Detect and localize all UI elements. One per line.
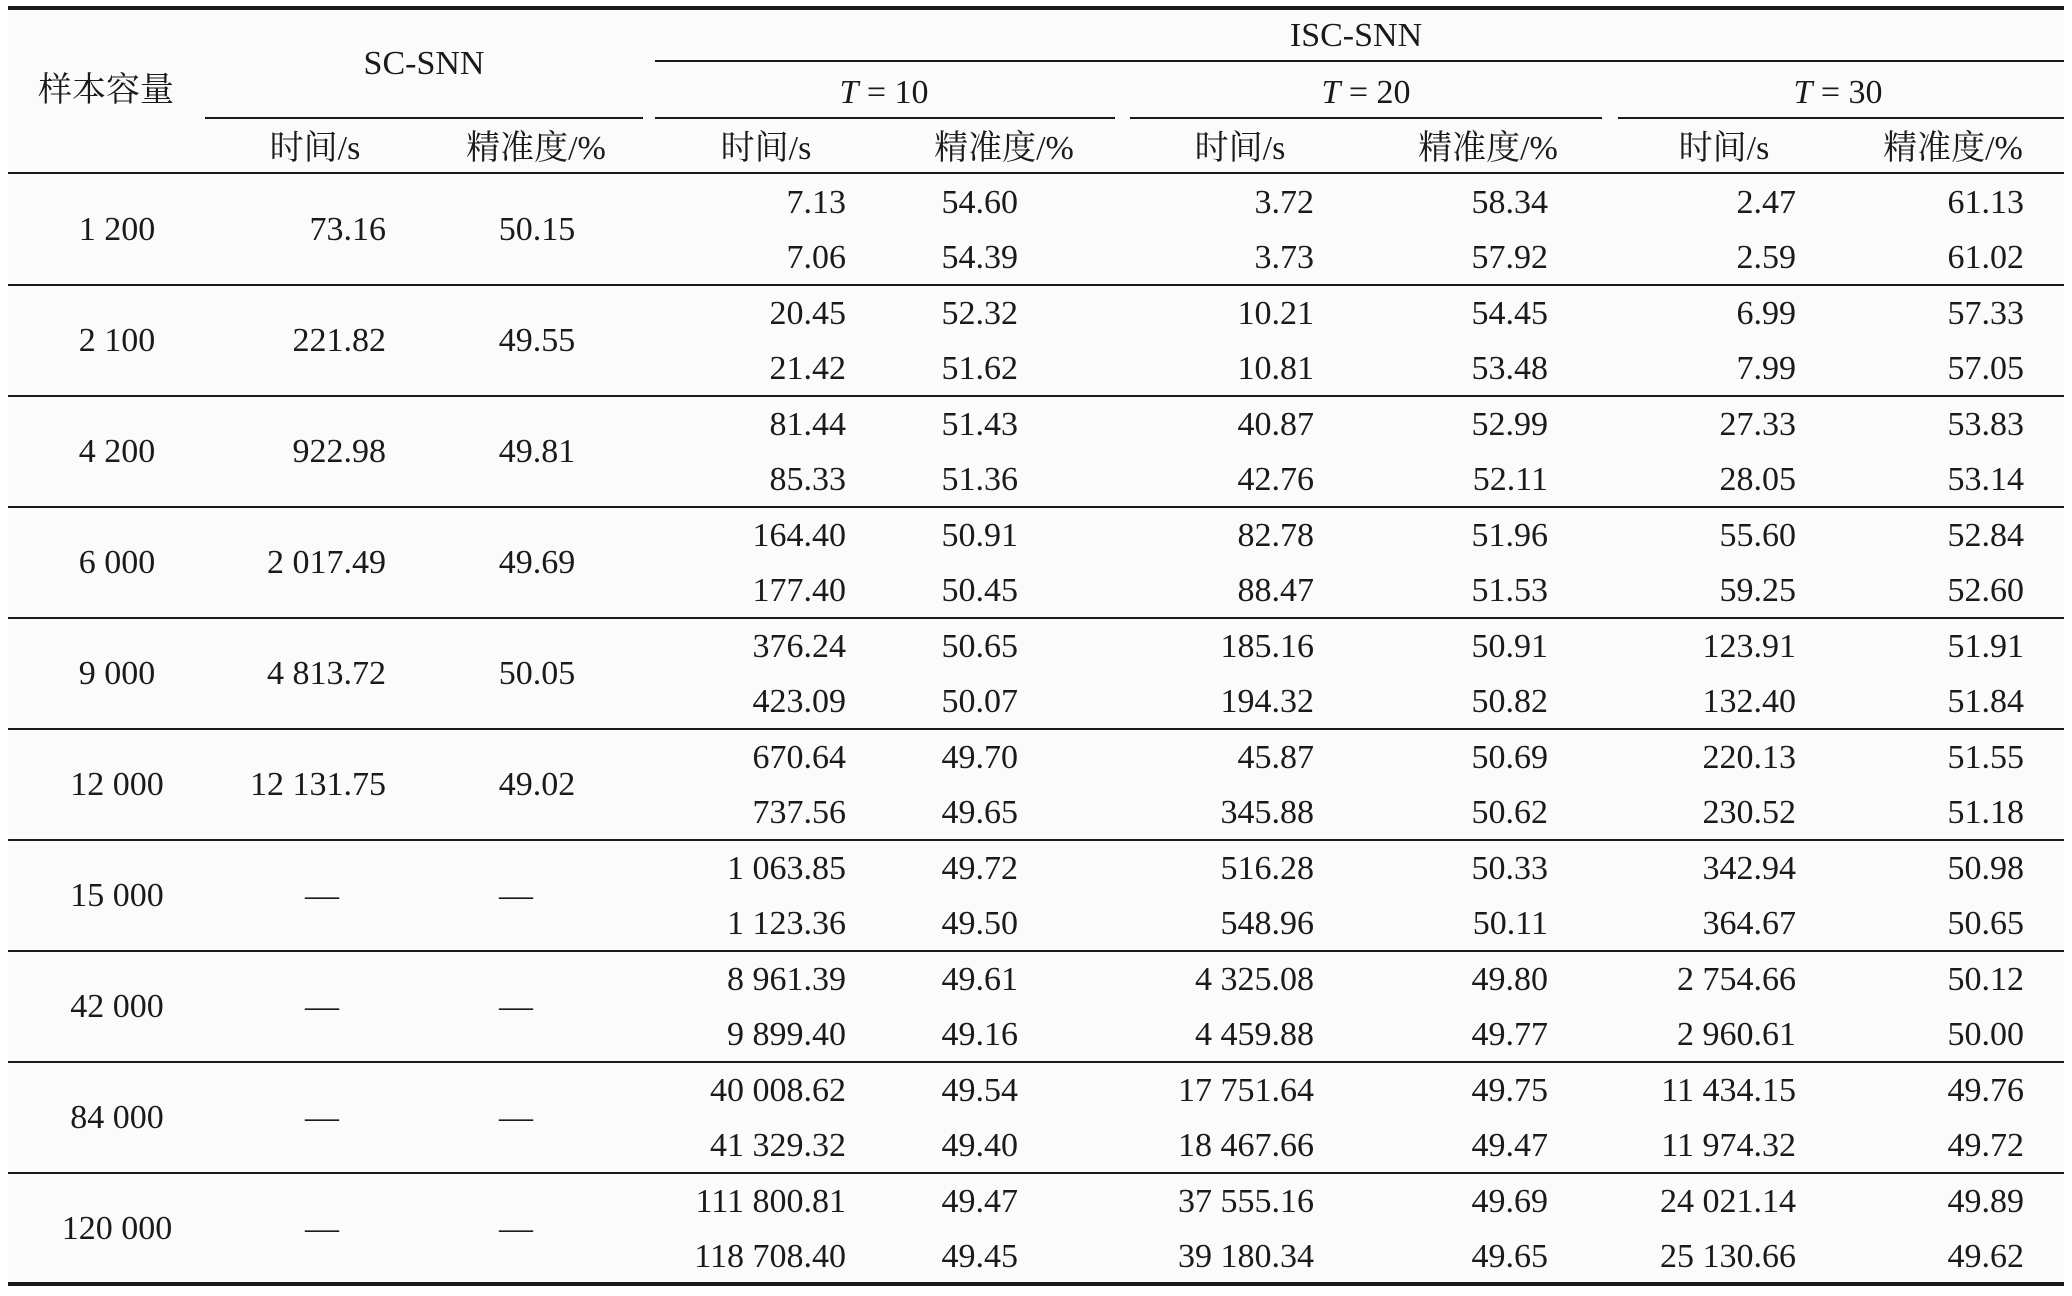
header-t10-time: 时间/s	[720, 130, 812, 167]
t30-accuracy-cell: 61.02	[1947, 239, 2024, 276]
t30-time-cell: 25 130.66	[1660, 1238, 1796, 1275]
header-t10-accuracy: 精准度/%	[934, 130, 1074, 167]
t30-time-cell: 2.47	[1736, 184, 1796, 221]
t30-time-cell: 2 960.61	[1677, 1016, 1796, 1053]
sc-accuracy-cell: 50.05	[498, 654, 576, 692]
row-separator	[8, 728, 2064, 730]
t10-time-cell: 177.40	[752, 572, 846, 609]
sample-size-cell: 12 000	[70, 765, 164, 803]
t30-underline	[1618, 117, 2064, 119]
t30-accuracy-cell: 53.83	[1947, 406, 2024, 443]
t20-time-cell: 37 555.16	[1178, 1183, 1314, 1220]
t20-accuracy-cell: 49.47	[1471, 1127, 1548, 1164]
t20-accuracy-cell: 54.45	[1471, 295, 1548, 332]
t10-accuracy-cell: 51.43	[941, 406, 1018, 443]
t20-time-cell: 345.88	[1220, 794, 1314, 831]
sc-time-cell: 73.16	[309, 210, 386, 248]
t30-accuracy-cell: 51.91	[1947, 628, 2024, 665]
t30-accuracy-cell: 50.00	[1947, 1016, 2024, 1053]
t10-time-cell: 7.06	[786, 239, 846, 276]
t20-underline	[1130, 117, 1602, 119]
row-separator	[8, 617, 2064, 619]
t20-accuracy-cell: 49.69	[1471, 1183, 1548, 1220]
t30-accuracy-cell: 50.98	[1947, 850, 2024, 887]
sc-accuracy-cell: —	[499, 987, 533, 1025]
t20-time-cell: 18 467.66	[1178, 1127, 1314, 1164]
t30-time-cell: 2.59	[1736, 239, 1796, 276]
t10-accuracy-cell: 49.54	[941, 1072, 1018, 1109]
sc-accuracy-cell: 50.15	[498, 210, 576, 248]
header-t10: T = 10	[839, 74, 929, 111]
t10-time-cell: 41 329.32	[710, 1127, 846, 1164]
t10-time-cell: 85.33	[769, 461, 846, 498]
t10-accuracy-cell: 49.40	[941, 1127, 1018, 1164]
t20-accuracy-cell: 50.33	[1471, 850, 1548, 887]
t20-time-cell: 185.16	[1220, 628, 1314, 665]
t10-underline	[655, 117, 1115, 119]
t20-time-cell: 10.81	[1237, 350, 1314, 387]
t30-accuracy-cell: 49.62	[1947, 1238, 2024, 1275]
t20-time-cell: 40.87	[1237, 406, 1314, 443]
t30-time-cell: 7.99	[1736, 350, 1796, 387]
header-sc-accuracy: 精准度/%	[466, 130, 606, 167]
t30-time-cell: 11 434.15	[1661, 1072, 1796, 1109]
header-t20-accuracy: 精准度/%	[1418, 130, 1558, 167]
t30-accuracy-cell: 53.14	[1947, 461, 2024, 498]
t20-accuracy-cell: 50.11	[1472, 905, 1548, 942]
t10-time-cell: 8 961.39	[727, 961, 846, 998]
t10-time-cell: 1 123.36	[727, 905, 846, 942]
sc-time-cell: —	[305, 1209, 339, 1247]
bottom-rule	[8, 1282, 2064, 1286]
header-isc-snn: ISC-SNN	[1289, 17, 1423, 54]
sample-size-cell: 1 200	[78, 210, 156, 248]
t30-time-cell: 220.13	[1702, 739, 1796, 776]
t20-accuracy-cell: 52.99	[1471, 406, 1548, 443]
t10-accuracy-cell: 50.45	[941, 572, 1018, 609]
header-t20: T = 20	[1321, 74, 1411, 111]
t10-time-cell: 1 063.85	[727, 850, 846, 887]
t10-accuracy-cell: 54.60	[941, 184, 1018, 221]
t20-time-cell: 82.78	[1237, 517, 1314, 554]
t30-accuracy-cell: 51.55	[1947, 739, 2024, 776]
t20-accuracy-cell: 57.92	[1471, 239, 1548, 276]
sample-size-cell: 15 000	[70, 876, 164, 914]
t30-accuracy-cell: 57.05	[1947, 350, 2024, 387]
t10-time-cell: 670.64	[752, 739, 846, 776]
t20-accuracy-cell: 50.62	[1471, 794, 1548, 831]
sample-size-cell: 84 000	[70, 1098, 164, 1136]
t20-time-cell: 548.96	[1220, 905, 1314, 942]
header-sc-snn: SC-SNN	[363, 45, 485, 82]
t30-time-cell: 230.52	[1702, 794, 1796, 831]
t30-accuracy-cell: 49.72	[1947, 1127, 2024, 1164]
t30-accuracy-cell: 61.13	[1947, 184, 2024, 221]
t30-time-cell: 6.99	[1736, 295, 1796, 332]
t20-time-cell: 10.21	[1237, 295, 1314, 332]
sc-accuracy-cell: —	[499, 1098, 533, 1136]
sc-accuracy-cell: 49.55	[498, 321, 576, 359]
t30-accuracy-cell: 51.18	[1947, 794, 2024, 831]
t10-accuracy-cell: 51.36	[941, 461, 1018, 498]
t10-time-cell: 118 708.40	[694, 1238, 846, 1275]
t20-time-cell: 4 325.08	[1195, 961, 1314, 998]
t10-time-cell: 164.40	[752, 517, 846, 554]
t30-time-cell: 2 754.66	[1677, 961, 1796, 998]
t30-time-cell: 123.91	[1702, 628, 1796, 665]
row-separator	[8, 1172, 2064, 1174]
t30-time-cell: 27.33	[1719, 406, 1796, 443]
t20-accuracy-cell: 49.75	[1471, 1072, 1548, 1109]
header-t30-time: 时间/s	[1678, 130, 1770, 167]
t20-time-cell: 516.28	[1220, 850, 1314, 887]
t10-accuracy-cell: 49.61	[941, 961, 1018, 998]
t30-time-cell: 11 974.32	[1661, 1127, 1796, 1164]
t30-time-cell: 55.60	[1719, 517, 1796, 554]
t20-time-cell: 3.72	[1254, 184, 1314, 221]
row-separator	[8, 506, 2064, 508]
t20-time-cell: 88.47	[1237, 572, 1314, 609]
t30-time-cell: 364.67	[1702, 905, 1796, 942]
sc-accuracy-cell: —	[499, 876, 533, 914]
row-separator	[8, 1061, 2064, 1063]
t10-accuracy-cell: 54.39	[941, 239, 1018, 276]
t30-accuracy-cell: 50.12	[1947, 961, 2024, 998]
t10-accuracy-cell: 52.32	[941, 295, 1018, 332]
row-separator	[8, 284, 2064, 286]
t10-accuracy-cell: 49.16	[941, 1016, 1018, 1053]
top-rule	[8, 6, 2064, 10]
t20-accuracy-cell: 51.53	[1471, 572, 1548, 609]
sc-time-cell: 922.98	[292, 432, 386, 470]
t30-time-cell: 24 021.14	[1660, 1183, 1796, 1220]
t20-time-cell: 4 459.88	[1195, 1016, 1314, 1053]
t10-accuracy-cell: 49.45	[941, 1238, 1018, 1275]
t30-time-cell: 132.40	[1702, 683, 1796, 720]
t10-time-cell: 40 008.62	[710, 1072, 846, 1109]
sc-time-cell: 4 813.72	[267, 654, 386, 692]
t20-time-cell: 42.76	[1237, 461, 1314, 498]
sc-time-cell: —	[305, 987, 339, 1025]
t10-time-cell: 423.09	[752, 683, 846, 720]
row-separator	[8, 839, 2064, 841]
sample-size-cell: 4 200	[78, 432, 156, 470]
t30-accuracy-cell: 52.84	[1947, 517, 2024, 554]
sample-size-cell: 6 000	[78, 543, 156, 581]
header-sc-time: 时间/s	[269, 130, 361, 167]
t10-accuracy-cell: 51.62	[941, 350, 1018, 387]
t10-time-cell: 737.56	[752, 794, 846, 831]
t10-time-cell: 111 800.81	[695, 1183, 846, 1220]
t20-accuracy-cell: 50.69	[1471, 739, 1548, 776]
sc-accuracy-cell: —	[499, 1209, 533, 1247]
t20-time-cell: 17 751.64	[1178, 1072, 1314, 1109]
t20-time-cell: 3.73	[1254, 239, 1314, 276]
t10-accuracy-cell: 49.50	[941, 905, 1018, 942]
t30-accuracy-cell: 57.33	[1947, 295, 2024, 332]
sample-size-cell: 9 000	[78, 654, 156, 692]
row-separator	[8, 950, 2064, 952]
row-separator	[8, 395, 2064, 397]
t20-time-cell: 45.87	[1237, 739, 1314, 776]
t20-accuracy-cell: 49.80	[1471, 961, 1548, 998]
t10-accuracy-cell: 49.72	[941, 850, 1018, 887]
t10-time-cell: 9 899.40	[727, 1016, 846, 1053]
t30-accuracy-cell: 49.76	[1947, 1072, 2024, 1109]
t30-accuracy-cell: 51.84	[1947, 683, 2024, 720]
t10-accuracy-cell: 49.65	[941, 794, 1018, 831]
t10-accuracy-cell: 49.70	[941, 739, 1018, 776]
t20-accuracy-cell: 49.77	[1471, 1016, 1548, 1053]
sc-accuracy-cell: 49.69	[498, 543, 576, 581]
isc-snn-underline	[655, 60, 2064, 62]
t20-accuracy-cell: 52.11	[1472, 461, 1548, 498]
t20-time-cell: 194.32	[1220, 683, 1314, 720]
t30-time-cell: 59.25	[1719, 572, 1796, 609]
sc-time-cell: 221.82	[292, 321, 386, 359]
sample-size-cell: 2 100	[78, 321, 156, 359]
t10-time-cell: 81.44	[769, 406, 846, 443]
t30-accuracy-cell: 50.65	[1947, 905, 2024, 942]
t30-time-cell: 342.94	[1702, 850, 1796, 887]
t20-accuracy-cell: 49.65	[1471, 1238, 1548, 1275]
t10-time-cell: 20.45	[769, 295, 846, 332]
t10-accuracy-cell: 50.07	[941, 683, 1018, 720]
t10-time-cell: 376.24	[752, 628, 846, 665]
t10-accuracy-cell: 50.65	[941, 628, 1018, 665]
t10-time-cell: 7.13	[786, 184, 846, 221]
t20-accuracy-cell: 51.96	[1471, 517, 1548, 554]
t30-accuracy-cell: 52.60	[1947, 572, 2024, 609]
sc-accuracy-cell: 49.02	[498, 765, 576, 803]
t20-accuracy-cell: 50.91	[1471, 628, 1548, 665]
sc-time-cell: 2 017.49	[267, 543, 386, 581]
t20-accuracy-cell: 50.82	[1471, 683, 1548, 720]
header-t20-time: 时间/s	[1194, 130, 1286, 167]
header-sample-size: 样本容量	[38, 72, 174, 109]
t20-accuracy-cell: 53.48	[1471, 350, 1548, 387]
sc-time-cell: —	[305, 876, 339, 914]
header-t30: T = 30	[1793, 74, 1883, 111]
t20-time-cell: 39 180.34	[1178, 1238, 1314, 1275]
t30-time-cell: 28.05	[1719, 461, 1796, 498]
sample-size-cell: 42 000	[70, 987, 164, 1025]
header-t30-accuracy: 精准度/%	[1883, 130, 2023, 167]
t10-time-cell: 21.42	[769, 350, 846, 387]
sc-snn-underline	[205, 117, 643, 119]
t10-accuracy-cell: 50.91	[941, 517, 1018, 554]
t20-accuracy-cell: 58.34	[1471, 184, 1548, 221]
t10-accuracy-cell: 49.47	[941, 1183, 1018, 1220]
sc-accuracy-cell: 49.81	[498, 432, 576, 470]
sc-time-cell: 12 131.75	[250, 765, 386, 803]
header-bottom-rule	[8, 172, 2064, 174]
t30-accuracy-cell: 49.89	[1947, 1183, 2024, 1220]
sc-time-cell: —	[305, 1098, 339, 1136]
sample-size-cell: 120 000	[61, 1209, 173, 1247]
